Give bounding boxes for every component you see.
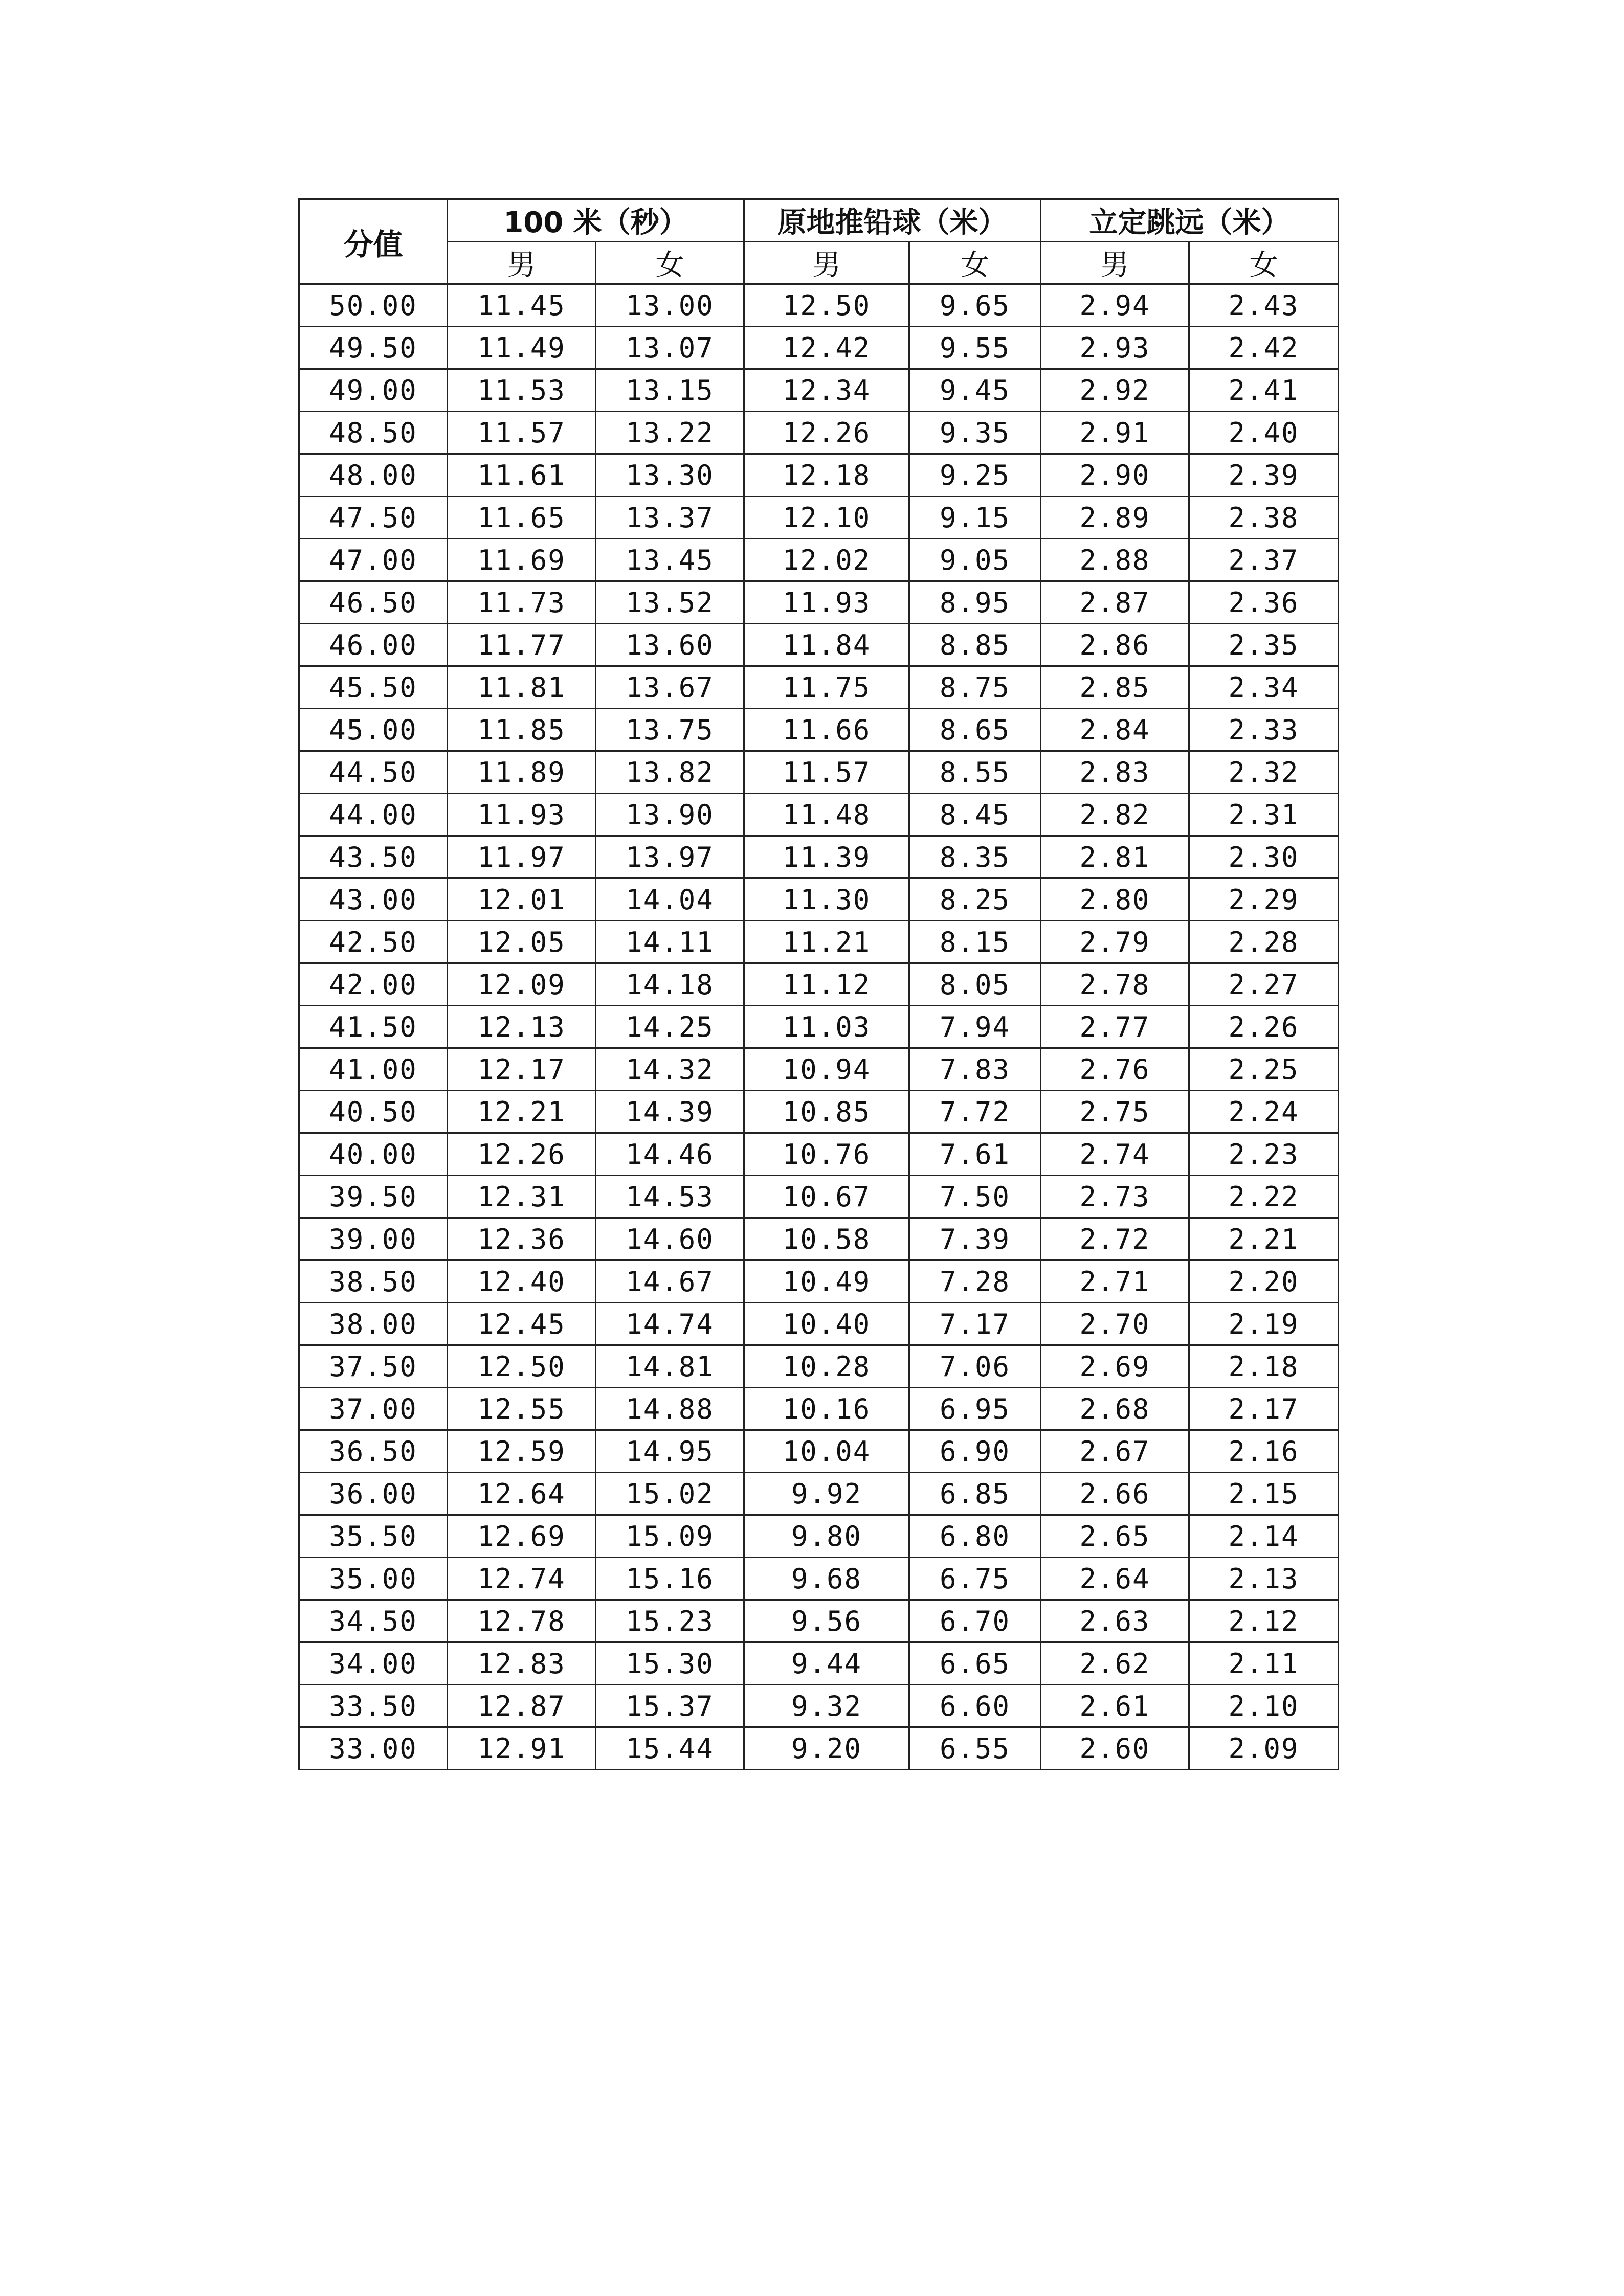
sprint-male-cell: 12.59 bbox=[448, 1430, 596, 1473]
shot-put-male-cell: 10.85 bbox=[744, 1091, 909, 1133]
shot-put-female-cell: 9.55 bbox=[909, 327, 1041, 369]
long-jump-female-cell: 2.24 bbox=[1189, 1091, 1339, 1133]
table-row bbox=[299, 1260, 1339, 1303]
sprint-male-cell: 12.91 bbox=[448, 1727, 596, 1770]
table-row bbox=[299, 1473, 1339, 1515]
sprint-female-cell: 13.45 bbox=[596, 539, 744, 581]
shot-put-female-cell: 9.25 bbox=[909, 454, 1041, 497]
shot-put-male-cell: 12.50 bbox=[744, 284, 909, 327]
long-jump-male-cell: 2.85 bbox=[1041, 666, 1189, 709]
score-cell: 47.50 bbox=[299, 497, 448, 539]
table-row bbox=[299, 963, 1339, 1006]
sprint-male-cell: 11.81 bbox=[448, 666, 596, 709]
table-row bbox=[299, 327, 1339, 369]
score-cell: 37.50 bbox=[299, 1345, 448, 1388]
score-cell: 40.00 bbox=[299, 1133, 448, 1176]
table-row bbox=[299, 1515, 1339, 1558]
sprint-male-cell: 12.05 bbox=[448, 921, 596, 963]
score-cell: 43.00 bbox=[299, 879, 448, 921]
shot-put-male-cell: 11.66 bbox=[744, 709, 909, 751]
shot-put-male-cell: 10.40 bbox=[744, 1303, 909, 1345]
shot-put-female-cell: 6.60 bbox=[909, 1685, 1041, 1727]
score-cell: 45.50 bbox=[299, 666, 448, 709]
sprint-male-cell: 12.87 bbox=[448, 1685, 596, 1727]
score-cell: 44.00 bbox=[299, 794, 448, 836]
score-cell: 36.50 bbox=[299, 1430, 448, 1473]
table-row bbox=[299, 1600, 1339, 1642]
shot-put-male-cell: 10.94 bbox=[744, 1048, 909, 1091]
shot-put-male-cell: 9.80 bbox=[744, 1515, 909, 1558]
shot-put-female-cell: 6.95 bbox=[909, 1388, 1041, 1430]
sprint-female-cell: 14.95 bbox=[596, 1430, 744, 1473]
long-jump-female-cell: 2.33 bbox=[1189, 709, 1339, 751]
shot-put-male-cell: 12.34 bbox=[744, 369, 909, 412]
long-jump-female-cell: 2.41 bbox=[1189, 369, 1339, 412]
shot-put-female-cell: 9.05 bbox=[909, 539, 1041, 581]
sprint-female-cell: 14.67 bbox=[596, 1260, 744, 1303]
long-jump-female-cell: 2.40 bbox=[1189, 412, 1339, 454]
sprint-female-cell: 13.52 bbox=[596, 581, 744, 624]
long-jump-female-cell: 2.42 bbox=[1189, 327, 1339, 369]
shot-put-female-cell: 7.72 bbox=[909, 1091, 1041, 1133]
score-cell: 40.50 bbox=[299, 1091, 448, 1133]
shot-put-male-cell: 11.03 bbox=[744, 1006, 909, 1048]
header-row-genders bbox=[299, 242, 1339, 284]
shot-put-female-cell: 6.90 bbox=[909, 1430, 1041, 1473]
sprint-female-cell: 14.04 bbox=[596, 879, 744, 921]
shot-put-female-cell: 8.25 bbox=[909, 879, 1041, 921]
score-cell: 42.50 bbox=[299, 921, 448, 963]
table-row bbox=[299, 1727, 1339, 1770]
long-jump-female-cell: 2.27 bbox=[1189, 963, 1339, 1006]
long-jump-male-cell: 2.67 bbox=[1041, 1430, 1189, 1473]
sprint-male-cell: 11.49 bbox=[448, 327, 596, 369]
long-jump-male-cell: 2.84 bbox=[1041, 709, 1189, 751]
sprint-female-cell: 15.02 bbox=[596, 1473, 744, 1515]
shot-put-female-cell: 8.85 bbox=[909, 624, 1041, 666]
sprint-female-cell: 13.00 bbox=[596, 284, 744, 327]
sprint-male-cell: 12.55 bbox=[448, 1388, 596, 1430]
long-jump-male-cell: 2.69 bbox=[1041, 1345, 1189, 1388]
shot-put-male-cell: 9.32 bbox=[744, 1685, 909, 1727]
sprint-male-header: 男 bbox=[448, 242, 596, 284]
long-jump-female-cell: 2.35 bbox=[1189, 624, 1339, 666]
shot-put-male-cell: 10.76 bbox=[744, 1133, 909, 1176]
long-jump-female-cell: 2.15 bbox=[1189, 1473, 1339, 1515]
sprint-male-cell: 11.53 bbox=[448, 369, 596, 412]
shot-put-male-cell: 9.56 bbox=[744, 1600, 909, 1642]
long-jump-male-cell: 2.79 bbox=[1041, 921, 1189, 963]
shot-put-female-cell: 9.65 bbox=[909, 284, 1041, 327]
table-row bbox=[299, 879, 1339, 921]
sprint-female-cell: 13.07 bbox=[596, 327, 744, 369]
sprint-male-cell: 12.26 bbox=[448, 1133, 596, 1176]
score-cell: 33.00 bbox=[299, 1727, 448, 1770]
long-jump-male-cell: 2.91 bbox=[1041, 412, 1189, 454]
shot-put-male-cell: 12.42 bbox=[744, 327, 909, 369]
sprint-male-cell: 12.74 bbox=[448, 1558, 596, 1600]
long-jump-male-cell: 2.64 bbox=[1041, 1558, 1189, 1600]
long-jump-male-cell: 2.76 bbox=[1041, 1048, 1189, 1091]
sprint-male-cell: 12.36 bbox=[448, 1218, 596, 1260]
long-jump-female-cell: 2.31 bbox=[1189, 794, 1339, 836]
long-jump-male-cell: 2.81 bbox=[1041, 836, 1189, 879]
long-jump-female-cell: 2.22 bbox=[1189, 1176, 1339, 1218]
table-row bbox=[299, 624, 1339, 666]
long-jump-female-cell: 2.32 bbox=[1189, 751, 1339, 794]
shot-put-male-header: 男 bbox=[744, 242, 909, 284]
long-jump-male-cell: 2.90 bbox=[1041, 454, 1189, 497]
long-jump-female-cell: 2.19 bbox=[1189, 1303, 1339, 1345]
sprint-female-cell: 15.23 bbox=[596, 1600, 744, 1642]
shot-put-female-cell: 9.35 bbox=[909, 412, 1041, 454]
shot-put-male-cell: 11.48 bbox=[744, 794, 909, 836]
long-jump-male-cell: 2.70 bbox=[1041, 1303, 1189, 1345]
table-row bbox=[299, 1176, 1339, 1218]
long-jump-female-cell: 2.37 bbox=[1189, 539, 1339, 581]
table-row bbox=[299, 1048, 1339, 1091]
shot-put-female-cell: 8.45 bbox=[909, 794, 1041, 836]
long-jump-female-cell: 2.11 bbox=[1189, 1642, 1339, 1685]
sprint-female-cell: 14.32 bbox=[596, 1048, 744, 1091]
score-table bbox=[298, 198, 1339, 1770]
shot-put-male-cell: 9.92 bbox=[744, 1473, 909, 1515]
sprint-female-cell: 13.75 bbox=[596, 709, 744, 751]
long-jump-female-cell: 2.09 bbox=[1189, 1727, 1339, 1770]
shot-put-male-cell: 10.49 bbox=[744, 1260, 909, 1303]
long-jump-male-cell: 2.68 bbox=[1041, 1388, 1189, 1430]
sprint-male-cell: 12.31 bbox=[448, 1176, 596, 1218]
sprint-female-cell: 14.53 bbox=[596, 1176, 744, 1218]
sprint-100m-header: 100 米（秒） bbox=[448, 199, 744, 242]
table-row bbox=[299, 836, 1339, 879]
table-row bbox=[299, 1218, 1339, 1260]
score-cell: 47.00 bbox=[299, 539, 448, 581]
sprint-male-cell: 12.64 bbox=[448, 1473, 596, 1515]
shot-put-female-cell: 7.83 bbox=[909, 1048, 1041, 1091]
sprint-male-cell: 11.57 bbox=[448, 412, 596, 454]
sprint-female-cell: 14.11 bbox=[596, 921, 744, 963]
score-cell: 35.00 bbox=[299, 1558, 448, 1600]
table-row bbox=[299, 581, 1339, 624]
long-jump-male-cell: 2.86 bbox=[1041, 624, 1189, 666]
shot-put-female-cell: 9.15 bbox=[909, 497, 1041, 539]
sprint-female-cell: 13.15 bbox=[596, 369, 744, 412]
table-row bbox=[299, 1642, 1339, 1685]
sprint-male-cell: 11.85 bbox=[448, 709, 596, 751]
sprint-male-cell: 11.69 bbox=[448, 539, 596, 581]
long-jump-male-cell: 2.83 bbox=[1041, 751, 1189, 794]
sprint-male-cell: 12.40 bbox=[448, 1260, 596, 1303]
long-jump-male-cell: 2.88 bbox=[1041, 539, 1189, 581]
sprint-male-cell: 11.61 bbox=[448, 454, 596, 497]
shot-put-female-cell: 6.65 bbox=[909, 1642, 1041, 1685]
long-jump-female-cell: 2.28 bbox=[1189, 921, 1339, 963]
sprint-female-cell: 13.82 bbox=[596, 751, 744, 794]
shot-put-female-cell: 8.15 bbox=[909, 921, 1041, 963]
long-jump-male-cell: 2.63 bbox=[1041, 1600, 1189, 1642]
score-cell: 42.00 bbox=[299, 963, 448, 1006]
shot-put-female-cell: 7.61 bbox=[909, 1133, 1041, 1176]
table-row bbox=[299, 709, 1339, 751]
score-cell: 48.00 bbox=[299, 454, 448, 497]
shot-put-male-cell: 12.26 bbox=[744, 412, 909, 454]
score-cell: 34.00 bbox=[299, 1642, 448, 1685]
sprint-male-cell: 12.21 bbox=[448, 1091, 596, 1133]
sprint-male-cell: 12.83 bbox=[448, 1642, 596, 1685]
sprint-female-cell: 15.09 bbox=[596, 1515, 744, 1558]
table-body bbox=[299, 284, 1339, 1770]
standing-long-jump-header: 立定跳远（米） bbox=[1041, 199, 1339, 242]
long-jump-male-cell: 2.82 bbox=[1041, 794, 1189, 836]
shot-put-female-cell: 7.94 bbox=[909, 1006, 1041, 1048]
score-cell: 49.00 bbox=[299, 369, 448, 412]
sprint-female-cell: 14.81 bbox=[596, 1345, 744, 1388]
shot-put-female-cell: 7.39 bbox=[909, 1218, 1041, 1260]
long-jump-male-cell: 2.94 bbox=[1041, 284, 1189, 327]
shot-put-female-cell: 6.70 bbox=[909, 1600, 1041, 1642]
shot-put-female-cell: 7.50 bbox=[909, 1176, 1041, 1218]
score-cell: 44.50 bbox=[299, 751, 448, 794]
score-cell: 38.50 bbox=[299, 1260, 448, 1303]
long-jump-male-cell: 2.61 bbox=[1041, 1685, 1189, 1727]
shot-put-male-cell: 9.20 bbox=[744, 1727, 909, 1770]
long-jump-male-cell: 2.66 bbox=[1041, 1473, 1189, 1515]
sprint-female-cell: 14.46 bbox=[596, 1133, 744, 1176]
shot-put-female-cell: 6.85 bbox=[909, 1473, 1041, 1515]
shot-put-female-header: 女 bbox=[909, 242, 1041, 284]
shot-put-female-cell: 6.80 bbox=[909, 1515, 1041, 1558]
table-row bbox=[299, 1558, 1339, 1600]
shot-put-male-cell: 10.04 bbox=[744, 1430, 909, 1473]
long-jump-male-cell: 2.73 bbox=[1041, 1176, 1189, 1218]
sprint-female-cell: 13.30 bbox=[596, 454, 744, 497]
score-cell: 35.50 bbox=[299, 1515, 448, 1558]
score-cell: 48.50 bbox=[299, 412, 448, 454]
sprint-male-cell: 12.45 bbox=[448, 1303, 596, 1345]
table-row bbox=[299, 412, 1339, 454]
shot-put-male-cell: 11.75 bbox=[744, 666, 909, 709]
table-row bbox=[299, 284, 1339, 327]
table-row bbox=[299, 1133, 1339, 1176]
long-jump-female-cell: 2.36 bbox=[1189, 581, 1339, 624]
long-jump-female-cell: 2.29 bbox=[1189, 879, 1339, 921]
shot-put-female-cell: 6.55 bbox=[909, 1727, 1041, 1770]
long-jump-female-cell: 2.16 bbox=[1189, 1430, 1339, 1473]
sprint-female-cell: 15.30 bbox=[596, 1642, 744, 1685]
score-cell: 46.50 bbox=[299, 581, 448, 624]
shot-put-female-cell: 9.45 bbox=[909, 369, 1041, 412]
table-row bbox=[299, 369, 1339, 412]
long-jump-male-cell: 2.77 bbox=[1041, 1006, 1189, 1048]
sprint-male-cell: 11.73 bbox=[448, 581, 596, 624]
long-jump-female-cell: 2.38 bbox=[1189, 497, 1339, 539]
shot-put-female-cell: 8.35 bbox=[909, 836, 1041, 879]
table-row bbox=[299, 1303, 1339, 1345]
shot-put-male-cell: 10.67 bbox=[744, 1176, 909, 1218]
shot-put-female-cell: 6.75 bbox=[909, 1558, 1041, 1600]
long-jump-male-cell: 2.71 bbox=[1041, 1260, 1189, 1303]
long-jump-female-cell: 2.34 bbox=[1189, 666, 1339, 709]
sprint-male-cell: 12.09 bbox=[448, 963, 596, 1006]
shot-put-male-cell: 11.30 bbox=[744, 879, 909, 921]
shot-put-female-cell: 8.55 bbox=[909, 751, 1041, 794]
sprint-female-cell: 15.44 bbox=[596, 1727, 744, 1770]
long-jump-female-cell: 2.26 bbox=[1189, 1006, 1339, 1048]
long-jump-male-cell: 2.87 bbox=[1041, 581, 1189, 624]
shot-put-female-cell: 7.28 bbox=[909, 1260, 1041, 1303]
sprint-male-cell: 12.17 bbox=[448, 1048, 596, 1091]
score-cell: 37.00 bbox=[299, 1388, 448, 1430]
sprint-male-cell: 11.45 bbox=[448, 284, 596, 327]
long-jump-male-cell: 2.72 bbox=[1041, 1218, 1189, 1260]
score-cell: 33.50 bbox=[299, 1685, 448, 1727]
sprint-female-cell: 13.22 bbox=[596, 412, 744, 454]
long-jump-female-cell: 2.12 bbox=[1189, 1600, 1339, 1642]
shot-put-male-cell: 11.93 bbox=[744, 581, 909, 624]
table-row bbox=[299, 751, 1339, 794]
long-jump-female-cell: 2.30 bbox=[1189, 836, 1339, 879]
shot-put-female-cell: 7.06 bbox=[909, 1345, 1041, 1388]
long-jump-male-cell: 2.62 bbox=[1041, 1642, 1189, 1685]
table-row bbox=[299, 1430, 1339, 1473]
table-row bbox=[299, 1685, 1339, 1727]
long-jump-male-cell: 2.93 bbox=[1041, 327, 1189, 369]
shot-put-male-cell: 11.84 bbox=[744, 624, 909, 666]
sprint-female-cell: 15.37 bbox=[596, 1685, 744, 1727]
score-cell: 41.00 bbox=[299, 1048, 448, 1091]
score-cell: 49.50 bbox=[299, 327, 448, 369]
shot-put-male-cell: 11.57 bbox=[744, 751, 909, 794]
table-row bbox=[299, 497, 1339, 539]
long-jump-male-cell: 2.78 bbox=[1041, 963, 1189, 1006]
sprint-female-cell: 14.88 bbox=[596, 1388, 744, 1430]
shot-put-female-cell: 8.75 bbox=[909, 666, 1041, 709]
long-jump-female-cell: 2.17 bbox=[1189, 1388, 1339, 1430]
table-row bbox=[299, 921, 1339, 963]
shot-put-female-cell: 7.17 bbox=[909, 1303, 1041, 1345]
shot-put-female-cell: 8.05 bbox=[909, 963, 1041, 1006]
long-jump-male-cell: 2.89 bbox=[1041, 497, 1189, 539]
sprint-female-cell: 14.74 bbox=[596, 1303, 744, 1345]
sprint-female-cell: 14.39 bbox=[596, 1091, 744, 1133]
shot-put-male-cell: 11.39 bbox=[744, 836, 909, 879]
score-column-header: 分值 bbox=[299, 199, 448, 284]
long-jump-female-cell: 2.39 bbox=[1189, 454, 1339, 497]
shot-put-male-cell: 12.18 bbox=[744, 454, 909, 497]
long-jump-female-cell: 2.21 bbox=[1189, 1218, 1339, 1260]
table-row bbox=[299, 1091, 1339, 1133]
sprint-male-cell: 11.65 bbox=[448, 497, 596, 539]
score-cell: 43.50 bbox=[299, 836, 448, 879]
sprint-female-cell: 13.97 bbox=[596, 836, 744, 879]
score-cell: 39.50 bbox=[299, 1176, 448, 1218]
shot-put-male-cell: 9.44 bbox=[744, 1642, 909, 1685]
long-jump-female-cell: 2.23 bbox=[1189, 1133, 1339, 1176]
long-jump-female-cell: 2.43 bbox=[1189, 284, 1339, 327]
long-jump-male-header: 男 bbox=[1041, 242, 1189, 284]
score-cell: 39.00 bbox=[299, 1218, 448, 1260]
header-row-groups bbox=[299, 199, 1339, 242]
sprint-female-cell: 14.18 bbox=[596, 963, 744, 1006]
score-cell: 34.50 bbox=[299, 1600, 448, 1642]
shot-put-female-cell: 8.95 bbox=[909, 581, 1041, 624]
shot-put-male-cell: 12.10 bbox=[744, 497, 909, 539]
score-cell: 36.00 bbox=[299, 1473, 448, 1515]
sprint-male-cell: 11.89 bbox=[448, 751, 596, 794]
sprint-male-cell: 11.97 bbox=[448, 836, 596, 879]
sprint-female-header: 女 bbox=[596, 242, 744, 284]
score-cell: 50.00 bbox=[299, 284, 448, 327]
long-jump-male-cell: 2.80 bbox=[1041, 879, 1189, 921]
shot-put-male-cell: 12.02 bbox=[744, 539, 909, 581]
long-jump-male-cell: 2.60 bbox=[1041, 1727, 1189, 1770]
sprint-male-cell: 12.13 bbox=[448, 1006, 596, 1048]
long-jump-male-cell: 2.74 bbox=[1041, 1133, 1189, 1176]
shot-put-female-cell: 8.65 bbox=[909, 709, 1041, 751]
long-jump-male-cell: 2.75 bbox=[1041, 1091, 1189, 1133]
sprint-female-cell: 14.60 bbox=[596, 1218, 744, 1260]
shot-put-male-cell: 11.12 bbox=[744, 963, 909, 1006]
long-jump-female-cell: 2.14 bbox=[1189, 1515, 1339, 1558]
score-cell: 41.50 bbox=[299, 1006, 448, 1048]
long-jump-male-cell: 2.92 bbox=[1041, 369, 1189, 412]
sprint-male-cell: 12.69 bbox=[448, 1515, 596, 1558]
sprint-male-cell: 12.50 bbox=[448, 1345, 596, 1388]
table-row bbox=[299, 539, 1339, 581]
sprint-female-cell: 13.90 bbox=[596, 794, 744, 836]
sprint-male-cell: 12.01 bbox=[448, 879, 596, 921]
shot-put-male-cell: 9.68 bbox=[744, 1558, 909, 1600]
score-cell: 38.00 bbox=[299, 1303, 448, 1345]
sprint-female-cell: 13.37 bbox=[596, 497, 744, 539]
table-row bbox=[299, 1345, 1339, 1388]
table-row bbox=[299, 1388, 1339, 1430]
shot-put-male-cell: 10.28 bbox=[744, 1345, 909, 1388]
table-row bbox=[299, 454, 1339, 497]
shot-put-male-cell: 10.58 bbox=[744, 1218, 909, 1260]
sprint-male-cell: 12.78 bbox=[448, 1600, 596, 1642]
table-row bbox=[299, 1006, 1339, 1048]
table-header bbox=[299, 199, 1339, 284]
long-jump-female-cell: 2.10 bbox=[1189, 1685, 1339, 1727]
long-jump-female-header: 女 bbox=[1189, 242, 1339, 284]
table-row bbox=[299, 794, 1339, 836]
long-jump-male-cell: 2.65 bbox=[1041, 1515, 1189, 1558]
score-cell: 45.00 bbox=[299, 709, 448, 751]
shot-put-header: 原地推铅球（米） bbox=[744, 199, 1041, 242]
sprint-female-cell: 14.25 bbox=[596, 1006, 744, 1048]
long-jump-female-cell: 2.18 bbox=[1189, 1345, 1339, 1388]
long-jump-female-cell: 2.13 bbox=[1189, 1558, 1339, 1600]
sprint-female-cell: 13.67 bbox=[596, 666, 744, 709]
sprint-male-cell: 11.93 bbox=[448, 794, 596, 836]
long-jump-female-cell: 2.20 bbox=[1189, 1260, 1339, 1303]
sprint-male-cell: 11.77 bbox=[448, 624, 596, 666]
score-cell: 46.00 bbox=[299, 624, 448, 666]
sprint-female-cell: 13.60 bbox=[596, 624, 744, 666]
shot-put-male-cell: 11.21 bbox=[744, 921, 909, 963]
table-row bbox=[299, 666, 1339, 709]
shot-put-male-cell: 10.16 bbox=[744, 1388, 909, 1430]
sprint-female-cell: 15.16 bbox=[596, 1558, 744, 1600]
long-jump-female-cell: 2.25 bbox=[1189, 1048, 1339, 1091]
